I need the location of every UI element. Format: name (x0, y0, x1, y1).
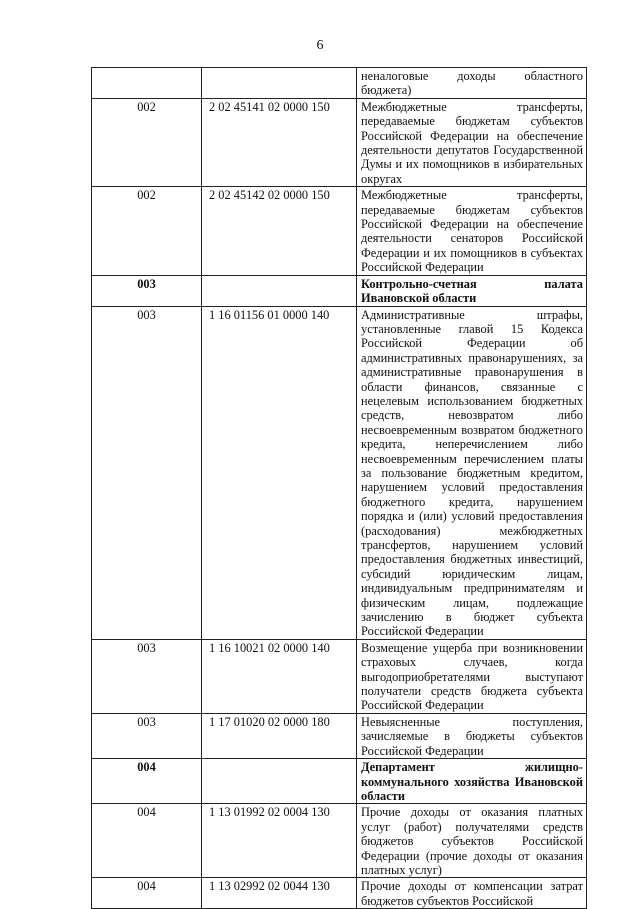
description-cell: Прочие доходы от компенсации затрат бюджетов субъектов Российской (357, 878, 587, 909)
description-cell: неналоговые доходы областного бюджета) (357, 68, 587, 99)
revenue-codes-table (91, 67, 587, 909)
admin-code-cell: 004 (92, 878, 202, 909)
description-cell: Прочие доходы от оказания платных услуг (работ) получателями средств бюджетов субъектов Российской Федерации (прочие доходы от оказания платных услуг) (357, 804, 587, 878)
description-cell: Контрольно-счетная палата Ивановской области (357, 275, 587, 306)
description-cell: Возмещение ущерба при возникновении страховых случаев, когда выгодоприобретателями выступают получатели средств бюджета субъекта Российской Федерации (357, 639, 587, 713)
table-body (92, 68, 587, 909)
table-row (92, 804, 587, 878)
budget-code-cell (202, 275, 357, 306)
admin-code-cell: 003 (92, 713, 202, 758)
description-cell: Административные штрафы, установленные главой 15 Кодекса Российской Федерации об административных правонарушениях, за административные правонарушения в области финансов, связанные с нецелевым использованием бюджетных средств, невозвратом либо несвоевременным возвратом бюджетного кредита, неперечислением либо несвоевременным перечислением платы за пользование бюджетным кредитом, нарушением условий предоставления бюджетного кредита, нарушением порядка и (или) условий предоставления (расходования) межбюджетных трансфертов, нарушением условий предоставления бюджетных инвестиций, субсидий юридическим лицам, индивидуальным предпринимателям и физическим лицам, подлежащие зачислению в бюджет субъекта Российской Федерации (357, 306, 587, 639)
admin-code-cell: 004 (92, 804, 202, 878)
table-row (92, 306, 587, 639)
admin-code-cell: 003 (92, 639, 202, 713)
page-number: 6 (316, 38, 324, 53)
budget-code-cell: 1 16 10021 02 0000 140 (202, 639, 357, 713)
admin-code-cell: 002 (92, 98, 202, 186)
budget-code-cell: 2 02 45141 02 0000 150 (202, 98, 357, 186)
table-row (92, 187, 587, 275)
budget-code-cell: 1 13 01992 02 0004 130 (202, 804, 357, 878)
table-row (92, 639, 587, 713)
description-cell: Невыясненные поступления, зачисляемые в бюджеты субъектов Российской Федерации (357, 713, 587, 758)
table-row (92, 713, 587, 758)
admin-code-cell (92, 68, 202, 99)
table-row (92, 98, 587, 186)
budget-code-cell: 1 16 01156 01 0000 140 (202, 306, 357, 639)
admin-code-cell: 004 (92, 759, 202, 804)
budget-code-cell: 1 17 01020 02 0000 180 (202, 713, 357, 758)
budget-code-cell: 2 02 45142 02 0000 150 (202, 187, 357, 275)
table-row (92, 275, 587, 306)
table-row (92, 68, 587, 99)
description-cell: Департамент жилищно-коммунального хозяйства Ивановской области (357, 759, 587, 804)
admin-code-cell: 003 (92, 306, 202, 639)
budget-code-cell (202, 759, 357, 804)
table-row (92, 878, 587, 909)
description-cell: Межбюджетные трансферты, передаваемые бюджетам субъектов Российской Федерации на обеспечение деятельности сенаторов Российской Федерации и их помощников в субъектах Российской Федерации (357, 187, 587, 275)
admin-code-cell: 003 (92, 275, 202, 306)
budget-code-cell: 1 13 02992 02 0044 130 (202, 878, 357, 909)
description-cell: Межбюджетные трансферты, передаваемые бюджетам субъектов Российской Федерации на обеспечение деятельности депутатов Государственной Думы и их помощников в избирательных округах (357, 98, 587, 186)
table-row (92, 759, 587, 804)
budget-code-cell (202, 68, 357, 99)
admin-code-cell: 002 (92, 187, 202, 275)
